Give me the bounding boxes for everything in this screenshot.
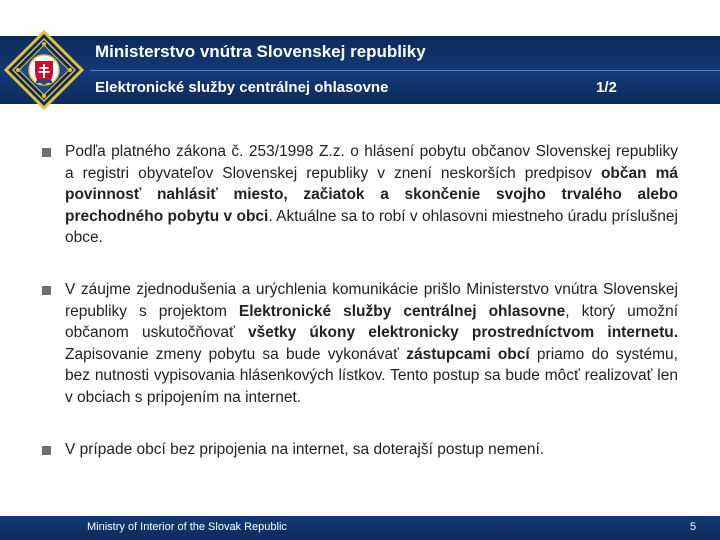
text-run: V záujme zjednodušenia a urýchlenia komunikácie prišlo Ministerstvo vnútra Slovenskej republiky s projektom: [65, 280, 678, 320]
bullet-text: [65, 439, 678, 461]
bullet-item: [42, 141, 678, 249]
bullet-item: [42, 279, 678, 409]
footer-page-number: 5: [690, 521, 697, 533]
bullet-square-icon: [42, 286, 51, 295]
text-run: . Aktuálne sa to robí v ohlasovni miestneho úradu príslušnej obce.: [65, 207, 678, 247]
footer-bar: [0, 516, 720, 540]
bullet-square-icon: [42, 148, 51, 157]
bullet-square-icon: [42, 446, 51, 455]
ministry-emblem-icon: [4, 30, 84, 110]
text-run-bold: všetky úkony elektronicky prostredníctvom internetu.: [247, 324, 679, 342]
content-area: [42, 141, 678, 490]
page-title: Ministerstvo vnútra Slovenskej republiky: [95, 42, 426, 61]
bullet-text: [65, 141, 678, 249]
text-run-bold: zástupcami obcí: [406, 345, 530, 363]
text-run-bold: Elektronické služby centrálnej ohlasovne: [238, 302, 566, 320]
bullet-text: [65, 279, 678, 409]
text-run-bold: občan má povinnosť nahlásiť miesto, začiatok a skončenie svojho trvalého alebo prechodného pobytu v obci: [65, 164, 678, 225]
text-run: priamo do systému, bez nutnosti vypisovania hlásenkových lístkov. Tento postup sa bude môcť realizovať len v obciach s pripojením na internet.: [65, 345, 678, 406]
header-divider: [90, 70, 720, 71]
page-subtitle: Elektronické služby centrálnej ohlasovne: [95, 79, 389, 96]
text-run: , ktorý umožní občanom uskutočňovať: [65, 302, 679, 342]
text-run: V prípade obcí bez pripojenia na internet, sa doterajší postup nemení.: [65, 440, 545, 458]
text-run: Zapisovanie zmeny pobytu sa bude vykonávať: [65, 345, 407, 363]
footer-label: Ministry of Interior of the Slovak Republic: [87, 521, 287, 533]
text-run: Podľa platného zákona č. 253/1998 Z.z. o hlásení pobytu občanov Slovenskej republiky a registri obyvateľov Slovenskej republiky v znení neskorších predpisov: [65, 143, 678, 182]
slide-page-indicator: 1/2: [596, 79, 617, 96]
header-bar: [0, 36, 720, 104]
bullet-item: [42, 439, 678, 461]
